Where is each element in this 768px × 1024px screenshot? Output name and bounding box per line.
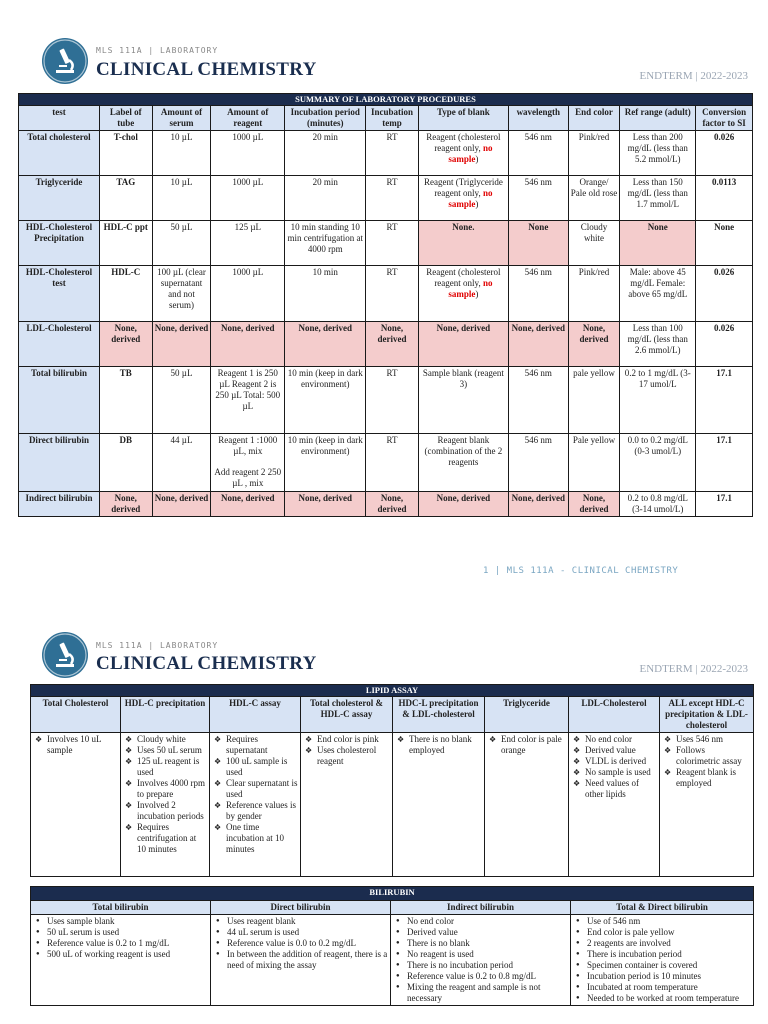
list-item: ● Reference value is 0.2 to 0.8 mg/dL <box>393 971 568 982</box>
incubation-period: None, derived <box>285 322 366 367</box>
test-name: HDL-Cholesterol test <box>19 266 100 322</box>
blank-type <box>418 176 508 221</box>
lipid-col <box>660 733 754 877</box>
ref-range: 0.0 to 0.2 mg/dL (0-3 umol/L) <box>620 434 696 492</box>
bilirubin-col <box>571 915 754 1006</box>
tube-label: HDL-C <box>99 266 152 322</box>
tube-label: T-chol <box>99 131 152 176</box>
list-item: ❖ Involved 2 incubation periods <box>123 800 207 822</box>
page-title: CLINICAL CHEMISTRY <box>96 59 317 80</box>
list-item: ❖ Uses 50 uL serum <box>123 745 207 756</box>
list-item: ❖ Uses cholesterol reagent <box>303 745 390 767</box>
list-item: ● Uses reagent blank <box>213 916 388 927</box>
incubation-temp: RT <box>366 176 419 221</box>
blank-text: Reagent (cholesterol reagent only, <box>426 132 501 153</box>
incubation-temp: RT <box>366 367 419 434</box>
header-cell: Total bilirubin <box>31 901 211 915</box>
header-cell: Triglyceride <box>485 697 569 733</box>
blank-warning: no sample <box>448 278 493 299</box>
list-item: ● Use of 546 nm <box>573 916 751 927</box>
reagent-amount: 1000 µL <box>211 266 285 322</box>
header-cell: Conversion factor to SI <box>696 106 753 131</box>
list-item: ❖ Reagent blank is employed <box>662 767 751 789</box>
wavelength: 546 nm <box>508 367 568 434</box>
tube-label: None, derived <box>99 492 152 517</box>
header-cell: wavelength <box>508 106 568 131</box>
wavelength: 546 nm <box>508 131 568 176</box>
reagent-amount: None, derived <box>211 492 285 517</box>
wavelength: 546 nm <box>508 176 568 221</box>
serum-amount: 50 µL <box>152 221 211 266</box>
microscope-icon <box>42 632 88 678</box>
header-cell: Indirect bilirubin <box>391 901 571 915</box>
lipid-col <box>485 733 569 877</box>
conversion-factor: 0.0113 <box>696 176 753 221</box>
list-item: ● Incubated at room temperature <box>573 982 751 993</box>
header-cell: HDL-C assay <box>210 697 301 733</box>
end-color: Pink/red <box>568 266 620 322</box>
term-label: ENDTERM | 2022-2023 <box>639 70 748 82</box>
list-item: ❖ Requires supernatant <box>212 734 298 756</box>
tube-label: HDL-C ppt <box>99 221 152 266</box>
list-item: ● Needed to be worked at room temperature <box>573 993 751 1004</box>
blank-type: None. <box>418 221 508 266</box>
list-item: ● There is no blank <box>393 938 568 949</box>
list-item: ❖ There is no blank employed <box>395 734 482 756</box>
list-item: ❖ Clear supernatant is used <box>212 778 298 800</box>
list-item: ● End color is pale yellow <box>573 927 751 938</box>
header-cell: End color <box>568 106 620 131</box>
summary-table <box>18 93 753 517</box>
list-item: ❖ Involves 4000 rpm to prepare <box>123 778 207 800</box>
list-item: ● No reagent is used <box>393 949 568 960</box>
list-item: ● 50 uL serum is used <box>33 927 208 938</box>
ref-range: Less than 200 mg/dL (less than 5.2 mmol/L) <box>620 131 696 176</box>
list-item: ● Derived value <box>393 927 568 938</box>
ref-range: 0.2 to 0.8 mg/dL (3-14 umol/L) <box>620 492 696 517</box>
blank-warning: no sample <box>448 188 493 209</box>
end-color: Pale yellow <box>568 434 620 492</box>
reagent-amount: 125 µL <box>211 221 285 266</box>
lipid-col <box>569 733 660 877</box>
tube-label: None, derived <box>99 322 152 367</box>
page-number: 1 | MLS 111A - CLINICAL CHEMISTRY <box>483 566 679 576</box>
conversion-factor: None <box>696 221 753 266</box>
incubation-period: 10 min <box>285 266 366 322</box>
list-item: ❖ End color is pale orange <box>487 734 566 756</box>
reagent-amount: 1000 µL <box>211 176 285 221</box>
list-item: ❖ 100 uL sample is used <box>212 756 298 778</box>
list-item: ❖ Follows colorimetric assay <box>662 745 751 767</box>
list-item: ● There is incubation period <box>573 949 751 960</box>
ref-range: 0.2 to 1 mg/dL (3-17 umol/L <box>620 367 696 434</box>
incubation-temp: None, derived <box>366 492 419 517</box>
incubation-period: 10 min (keep in dark environment) <box>285 367 366 434</box>
list-item: ❖ Reference values is by gender <box>212 800 298 822</box>
test-name: LDL-Cholesterol <box>19 322 100 367</box>
list-item: ● 2 reagents are involved <box>573 938 751 949</box>
incubation-period: 10 min (keep in dark environment) <box>285 434 366 492</box>
ref-range: Less than 100 mg/dL (less than 2.6 mmol/L) <box>620 322 696 367</box>
header-cell: Incubation temp <box>366 106 419 131</box>
list-item: ● Incubation period is 10 minutes <box>573 971 751 982</box>
header-cell: Amount of reagent <box>211 106 285 131</box>
header-cell: LDL-Cholesterol <box>569 697 660 733</box>
conversion-factor: 0.026 <box>696 266 753 322</box>
header-cell: HDC-L precipitation & LDL-cholesterol <box>393 697 485 733</box>
list-item: ❖ Uses 546 nm <box>662 734 751 745</box>
microscope-icon <box>42 38 88 84</box>
incubation-temp: RT <box>366 434 419 492</box>
end-color: None, derived <box>568 322 620 367</box>
header-cell: Direct bilirubin <box>211 901 391 915</box>
list-item: ● No end color <box>393 916 568 927</box>
serum-amount: 44 µL <box>152 434 211 492</box>
list-item: ❖ 125 uL reagent is used <box>123 756 207 778</box>
end-color: Orange/ Pale old rose <box>568 176 620 221</box>
reagent-amount <box>211 434 285 492</box>
course-label: MLS 111A | LABORATORY <box>96 46 219 55</box>
tube-label: DB <box>99 434 152 492</box>
tube-label: TB <box>99 367 152 434</box>
lipid-col <box>393 733 485 877</box>
lipid-assay-table <box>30 684 754 877</box>
bilirubin-col <box>211 915 391 1006</box>
conversion-factor: 0.026 <box>696 131 753 176</box>
table-row <box>19 131 753 176</box>
list-item: ● 500 uL of working reagent is used <box>33 949 208 960</box>
test-name: Total bilirubin <box>19 367 100 434</box>
incubation-temp: RT <box>366 221 419 266</box>
conversion-factor: 0.026 <box>696 322 753 367</box>
blank-type <box>418 131 508 176</box>
reagent-step-1: Reagent 1 :1000 µL, mix <box>218 435 278 456</box>
list-item: ● Specimen container is covered <box>573 960 751 971</box>
header-cell: Total cholesterol & HDL-C assay <box>301 697 393 733</box>
blank-text: Reagent (cholesterol reagent only, <box>426 267 501 288</box>
blank-type: None, derived <box>418 322 508 367</box>
test-name: Direct bilirubin <box>19 434 100 492</box>
incubation-temp: None, derived <box>366 322 419 367</box>
lipid-banner: LIPID ASSAY <box>31 685 754 697</box>
reagent-amount: None, derived <box>211 322 285 367</box>
tube-label: TAG <box>99 176 152 221</box>
list-item: ❖ No sample is used <box>571 767 657 778</box>
incubation-period: None, derived <box>285 492 366 517</box>
incubation-temp: RT <box>366 266 419 322</box>
incubation-temp: RT <box>366 131 419 176</box>
table-row <box>31 915 754 1006</box>
header-cell: Type of blank <box>418 106 508 131</box>
blank-type: Reagent blank (combination of the 2 reagents <box>418 434 508 492</box>
serum-amount: 100 µL (clear supernatant and not serum) <box>152 266 211 322</box>
bilirubin-col <box>31 915 211 1006</box>
blank-type: Sample blank (reagent 3) <box>418 367 508 434</box>
wavelength: None, derived <box>508 322 568 367</box>
term-label: ENDTERM | 2022-2023 <box>639 663 748 675</box>
list-item: ❖ One time incubation at 10 minutes <box>212 822 298 855</box>
list-item: ❖ Requires centrifugation at 10 minutes <box>123 822 207 855</box>
wavelength: 546 nm <box>508 266 568 322</box>
end-color: Cloudy white <box>568 221 620 266</box>
summary-banner: SUMMARY OF LABORATORY PROCEDURES <box>19 94 753 106</box>
ref-range: Male: above 45 mg/dL Female: above 65 mg/dL <box>620 266 696 322</box>
table-row <box>19 221 753 266</box>
end-color: Pink/red <box>568 131 620 176</box>
list-item: ❖ End color is pink <box>303 734 390 745</box>
reagent-amount: 1000 µL <box>211 131 285 176</box>
list-item: ● In between the addition of reagent, there is a need of mixing the assay <box>213 949 388 971</box>
header-cell: Amount of serum <box>152 106 211 131</box>
list-item: ● Reference value is 0.2 to 1 mg/dL <box>33 938 208 949</box>
incubation-period: 10 min standing 10 min centrifugation at 4000 rpm <box>285 221 366 266</box>
serum-amount: None, derived <box>152 492 211 517</box>
end-color: None, derived <box>568 492 620 517</box>
list-item: ❖ Need values of other lipids <box>571 778 657 800</box>
table-row <box>19 367 753 434</box>
course-label: MLS 111A | LABORATORY <box>96 641 219 650</box>
table-row <box>19 492 753 517</box>
header-cell: Ref range (adult) <box>620 106 696 131</box>
conversion-factor: 17.1 <box>696 367 753 434</box>
reagent-step-2: Add reagent 2 250 µL , mix <box>214 467 282 488</box>
ref-range: Less than 150 mg/dL (less than 1.7 mmol/L <box>620 176 696 221</box>
bilirubin-table <box>30 886 754 1006</box>
header-cell: Incubation period (minutes) <box>285 106 366 131</box>
table-row <box>19 322 753 367</box>
blank-text: Reagent (Triglyceride reagent only, <box>423 177 503 198</box>
blank-end: ) <box>475 199 479 209</box>
lipid-col <box>31 733 121 877</box>
table-row <box>19 266 753 322</box>
list-item: ❖ Involves 10 uL sample <box>33 734 118 756</box>
header-cell: Total & Direct bilirubin <box>571 901 754 915</box>
serum-amount: None, derived <box>152 322 211 367</box>
serum-amount: 50 µL <box>152 367 211 434</box>
list-item: ● Mixing the reagent and sample is not necessary <box>393 982 568 1004</box>
list-item: ● 44 uL serum is used <box>213 927 388 938</box>
list-item: ● Uses sample blank <box>33 916 208 927</box>
blank-type <box>418 266 508 322</box>
bilirubin-col <box>391 915 571 1006</box>
blank-type: None, derived <box>418 492 508 517</box>
reagent-amount: Reagent 1 is 250 µL Reagent 2 is 250 µL Total: 500 µL <box>211 367 285 434</box>
list-item: ❖ VLDL is derived <box>571 756 657 767</box>
wavelength: 546 nm <box>508 434 568 492</box>
incubation-period: 20 min <box>285 176 366 221</box>
conversion-factor: 17.1 <box>696 492 753 517</box>
test-name: Triglyceride <box>19 176 100 221</box>
table-row <box>31 733 754 877</box>
header-cell: test <box>19 106 100 131</box>
header-cell: Total Cholesterol <box>31 697 121 733</box>
microscope-logo <box>42 632 88 678</box>
blank-warning: no sample <box>448 143 493 164</box>
blank-end: ) <box>475 289 479 299</box>
header-cell: Label of tube <box>99 106 152 131</box>
list-item: ❖ Derived value <box>571 745 657 756</box>
serum-amount: 10 µL <box>152 131 211 176</box>
test-name: Total cholesterol <box>19 131 100 176</box>
table-row <box>19 176 753 221</box>
wavelength: None <box>508 221 568 266</box>
ref-range: None <box>620 221 696 266</box>
conversion-factor: 17.1 <box>696 434 753 492</box>
list-item: ● There is no incubation period <box>393 960 568 971</box>
list-item: ❖ Cloudy white <box>123 734 207 745</box>
table-row <box>19 434 753 492</box>
wavelength: None, derived <box>508 492 568 517</box>
lipid-col <box>210 733 301 877</box>
header-cell: ALL except HDL-C precipitation & LDL-cholesterol <box>660 697 754 733</box>
lipid-col <box>121 733 210 877</box>
list-item: ❖ No end color <box>571 734 657 745</box>
test-name: Indirect bilirubin <box>19 492 100 517</box>
bilirubin-banner: BILIRUBIN <box>31 887 754 901</box>
incubation-period: 20 min <box>285 131 366 176</box>
list-item: ● Reference value is 0.0 to 0.2 mg/dL <box>213 938 388 949</box>
lipid-col <box>301 733 393 877</box>
header-cell: HDL-C precipitation <box>121 697 210 733</box>
page-title: CLINICAL CHEMISTRY <box>96 653 317 674</box>
serum-amount: 10 µL <box>152 176 211 221</box>
microscope-logo <box>42 38 88 84</box>
blank-end: ) <box>475 154 479 164</box>
end-color: pale yellow <box>568 367 620 434</box>
test-name: HDL-Cholesterol Precipitation <box>19 221 100 266</box>
